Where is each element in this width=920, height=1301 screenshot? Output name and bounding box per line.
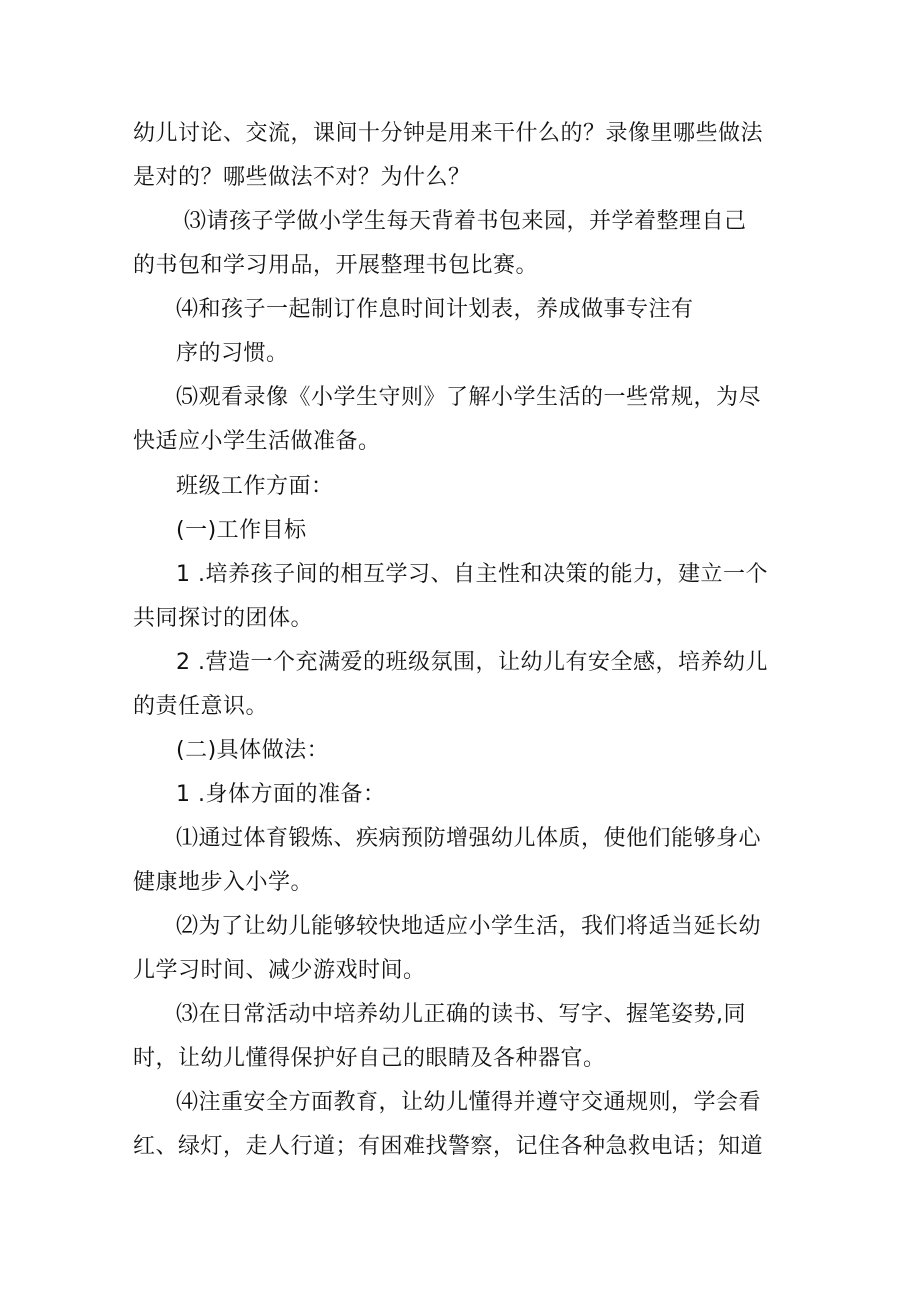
subsection-heading-goals: (一)工作目标 [176,518,307,543]
subsection-heading-methods: (二)具体做法： [176,738,330,763]
text-line-11: 1 .培养孩子间的相互学习、自主性和决策的能力，建立一个 [176,562,768,587]
text-line-2: 是对的？哪些做法不对？为什么？ [133,165,471,190]
text-line-1: 幼儿讨论、交流，课间十分钟是用来干什么的？录像里哪些做法 [133,121,764,146]
text-line-20: 儿学习时间、减少游戏时间。 [133,958,426,983]
text-line-6: 序的习惯。 [176,341,289,366]
text-line-4: 的书包和学习用品，开展整理书包比赛。 [133,253,539,278]
text-line-23: ⑷注重安全方面教育，让幼儿懂得并遵守交通规则，学会看 [176,1090,762,1115]
text-line-13: 2 .营造一个充满爱的班级氛围，让幼儿有安全感，培养幼儿 [176,650,768,675]
text-line-17: ⑴通过体育锻炼、疾病预防增强幼儿体质，使他们能够身心 [176,826,762,851]
text-line-3: ⑶请孩子学做小学生每天背着书包来园，并学着整理自己 [184,209,747,234]
text-line-14: 的责任意识。 [133,694,269,719]
text-line-8: 快适应小学生活做准备。 [133,429,381,454]
text-line-22: 时，让幼儿懂得保护好自己的眼睛及各种器官。 [133,1046,606,1071]
text-line-19: ⑵为了让幼儿能够较快地适应小学生活，我们将适当延长幼 [176,914,762,939]
text-line-12: 共同探讨的团体。 [133,606,314,631]
section-heading-class-work: 班级工作方面： [176,474,334,499]
text-line-7: ⑸观看录像《小学生守则》了解小学生活的一些常规，为尽 [176,385,762,410]
text-line-18: 健康地步入小学。 [133,870,314,895]
text-line-24: 红、绿灯，走人行道；有困难找警察，记住各种急救电话；知道 [133,1134,764,1159]
text-line-21: ⑶在日常活动中培养幼儿正确的读书、写字、握笔姿势,同 [176,1002,746,1027]
text-line-5: ⑷和孩子一起制订作息时间计划表，养成做事专注有 [176,297,694,322]
text-line-16: 1 .身体方面的准备： [176,782,386,807]
